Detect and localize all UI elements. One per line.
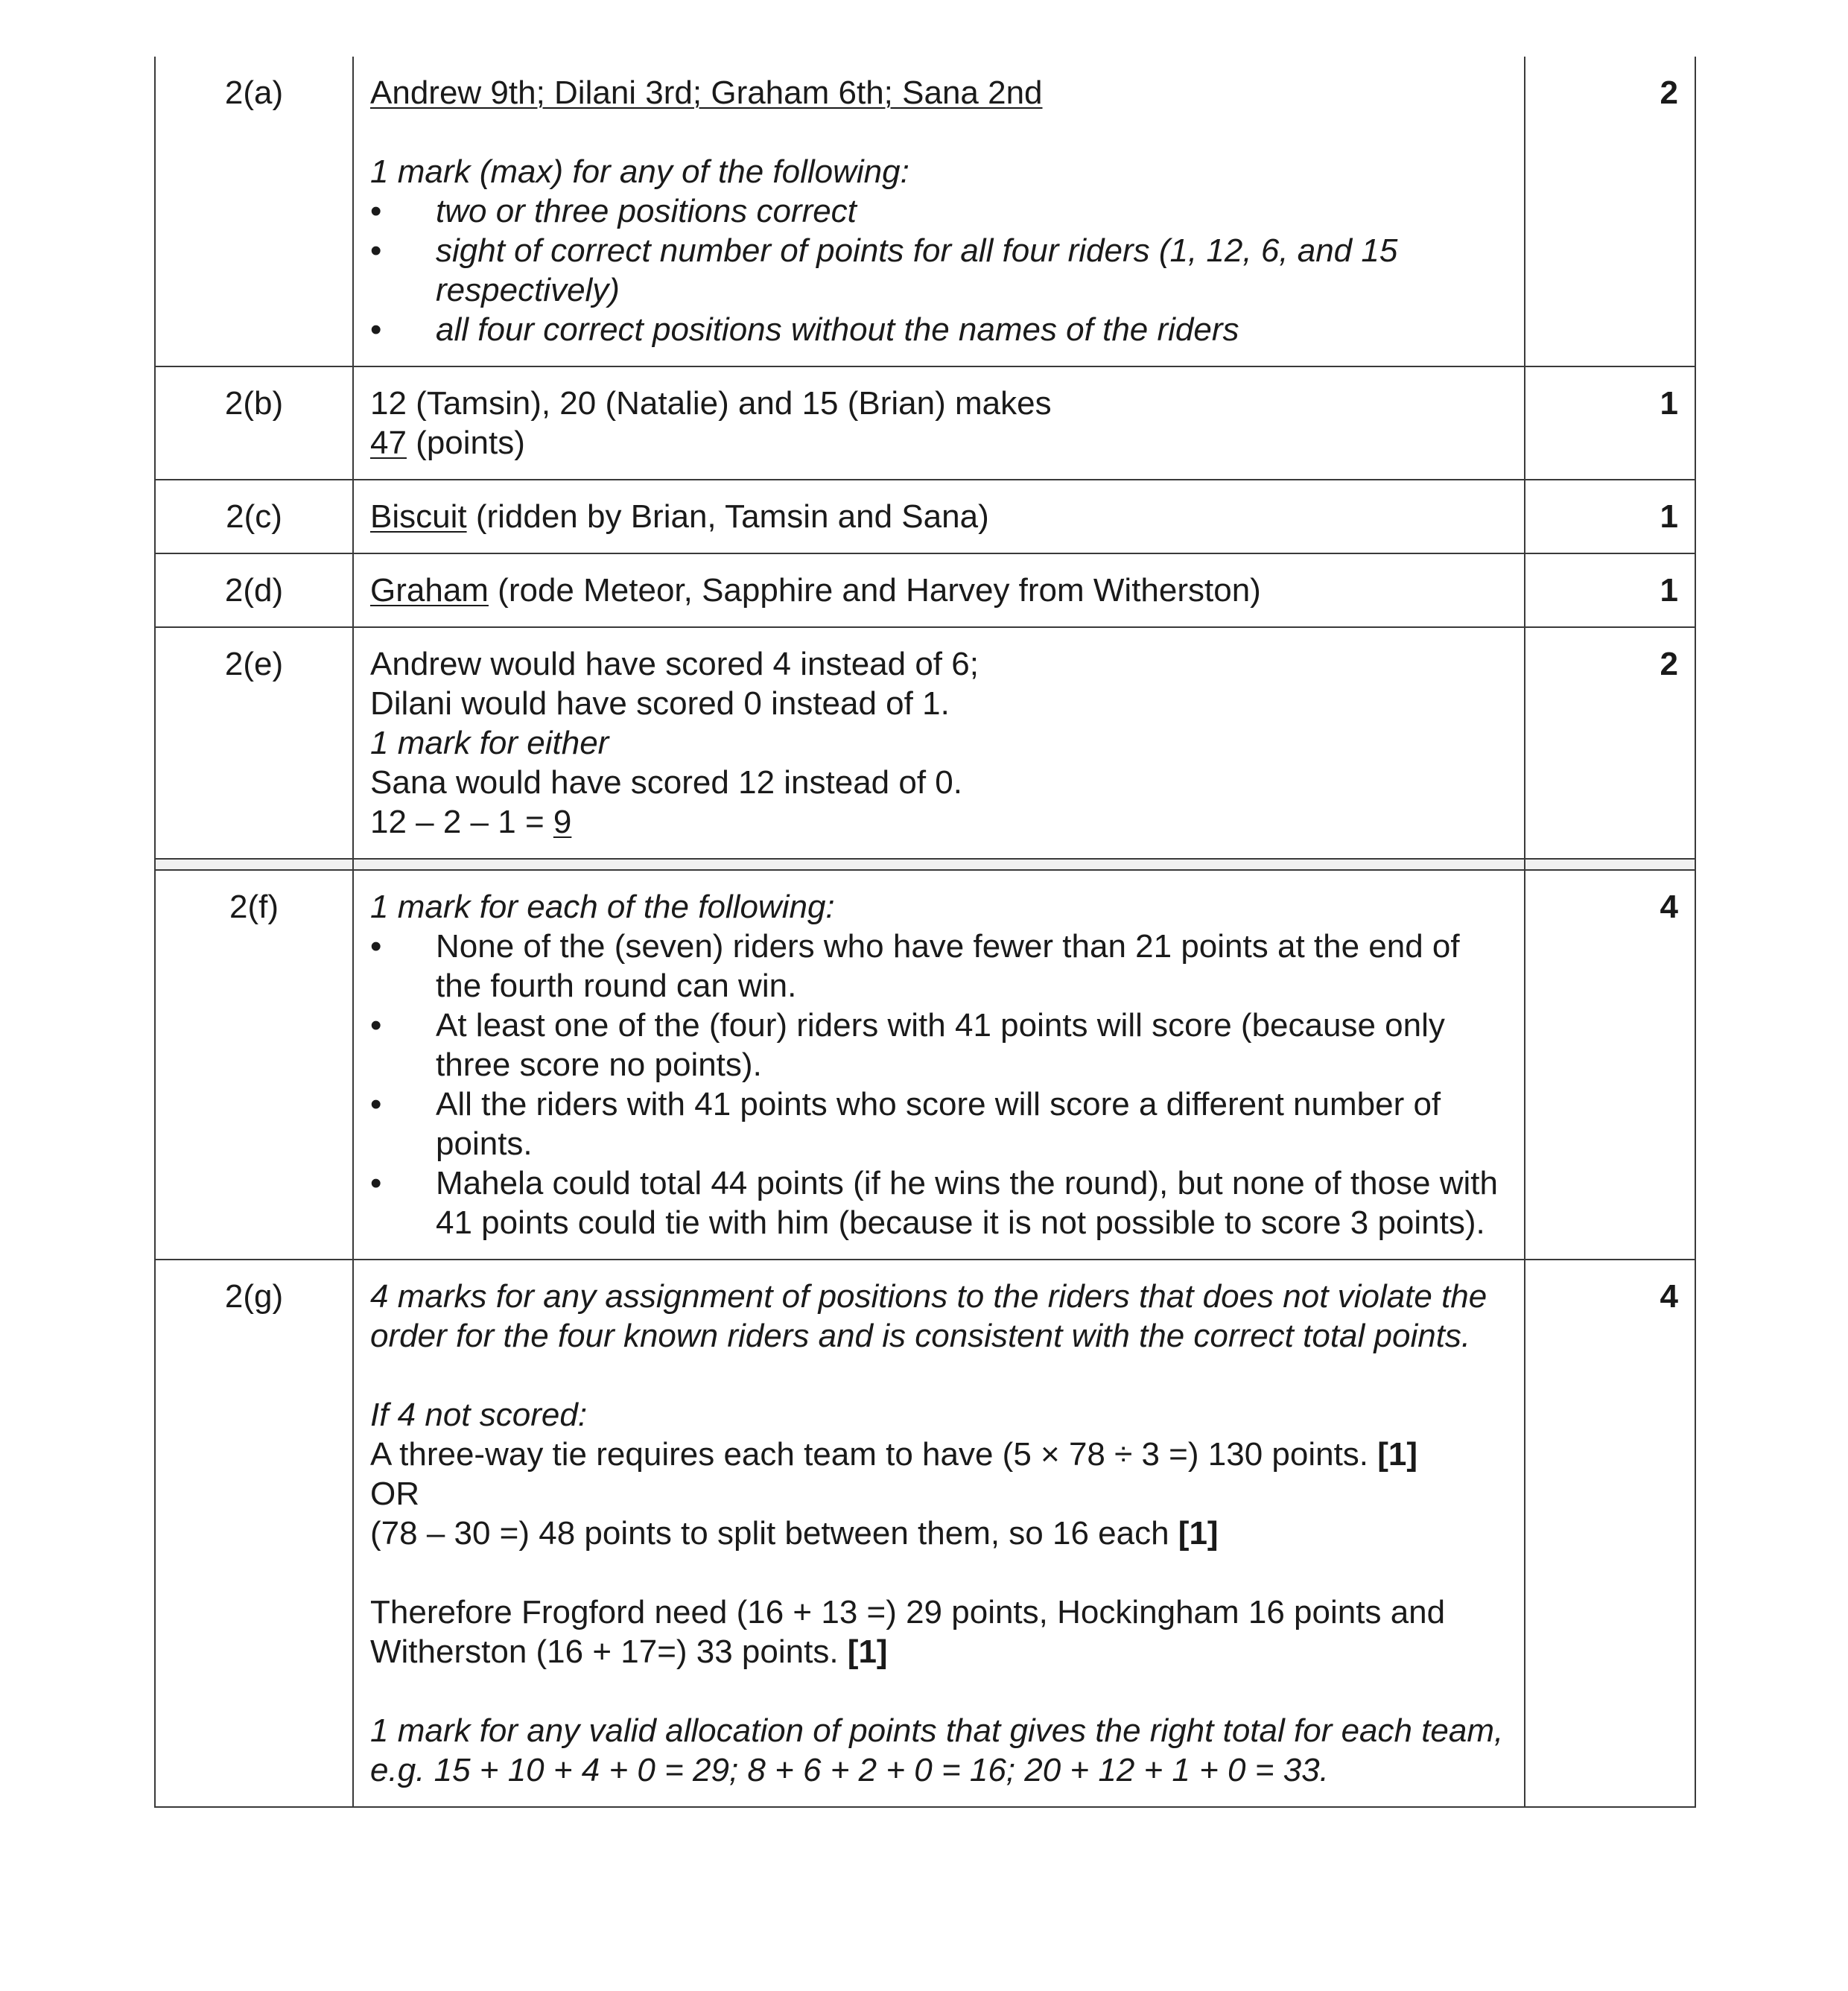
question-number: 2(g): [155, 1260, 353, 1807]
question-number: 2(c): [155, 480, 353, 553]
question-number: 2(d): [155, 553, 353, 627]
list-item: [370, 927, 1506, 1006]
answer-line: [370, 73, 1506, 112]
table-row: [155, 627, 1695, 859]
answer-text: At least one of the (four) riders with 41 points will score (because only three score no points).: [436, 1007, 1445, 1083]
answer-cell: [353, 1260, 1525, 1807]
answer-text: 4 marks for any assignment of positions to the riders that does not violate the order for the four known riders and is consistent with the correct total points.: [370, 1278, 1487, 1354]
answer-text: Sana would have scored 12 instead of 0.: [370, 764, 962, 801]
answer-cell: [353, 870, 1525, 1260]
answer-text: all four correct positions without the names of the riders: [436, 311, 1239, 348]
answer-text: 1 mark (max) for any of the following:: [370, 153, 909, 190]
list-item: [370, 1085, 1506, 1163]
answer-line: [370, 571, 1506, 610]
answer-line: [370, 1514, 1506, 1553]
answer-text: sight of correct number of points for all four riders (1, 12, 6, and 15 respectively): [436, 232, 1398, 308]
answer-line: [370, 384, 1506, 423]
answer-line: [370, 497, 1506, 536]
mark-allocation: [1]: [847, 1633, 888, 1670]
answer-cell: [353, 366, 1525, 480]
answer-text: two or three positions correct: [436, 193, 857, 229]
list-item: [370, 310, 1506, 349]
marks-value: 1: [1525, 553, 1695, 627]
answer-text: (78 – 30 =) 48 points to split between them, so 16 each: [370, 1515, 1178, 1552]
answer-text: (ridden by Brian, Tamsin and Sana): [466, 498, 989, 535]
marks-value: 1: [1525, 480, 1695, 553]
answer-text: Graham: [370, 572, 489, 609]
answer-text: Andrew 9th; Dilani 3rd; Graham 6th; Sana 2nd: [370, 74, 1043, 111]
answer-text: 1 mark for either: [370, 725, 609, 761]
marks-value: 1: [1525, 366, 1695, 480]
answer-line: [370, 423, 1506, 463]
answer-cell: [353, 627, 1525, 859]
answer-text: Andrew would have scored 4 instead of 6;: [370, 646, 979, 682]
bullet-list: [370, 927, 1506, 1242]
answer-text: 1 mark for any valid allocation of points that gives the right total for each team, e.g. 15 + 10 + 4 + 0 = 29; 8 + 6 + 2 + 0 = 16; 20 + 12 + 1 + 0 = 33.: [370, 1712, 1504, 1788]
question-number: 2(f): [155, 870, 353, 1260]
answer-text: (points): [406, 425, 525, 461]
list-item: [370, 191, 1506, 231]
answer-line: [370, 644, 1506, 684]
answer-text: Dilani would have scored 0 instead of 1.: [370, 685, 950, 722]
table-row: [155, 553, 1695, 627]
question-number: 2(b): [155, 366, 353, 480]
marks-value: 2: [1525, 57, 1695, 366]
answer-text: 1 mark for each of the following:: [370, 889, 835, 925]
answer-line: [370, 887, 1506, 927]
answer-line: [370, 1474, 1506, 1514]
answer-text: 9: [553, 804, 572, 840]
answer-line: [370, 1277, 1506, 1356]
answer-text: Mahela could total 44 points (if he wins the round), but none of those with 41 points could tie with him (because it is not possible to score 3 points).: [436, 1165, 1498, 1241]
answer-line: [370, 684, 1506, 723]
mark-allocation: [1]: [1178, 1515, 1219, 1552]
list-item: [370, 1163, 1506, 1242]
table-row: [155, 57, 1695, 366]
separator-cell: [353, 859, 1525, 870]
answer-text: 12 (Tamsin), 20 (Natalie) and 15 (Brian) makes: [370, 385, 1052, 422]
mark-allocation: [1]: [1377, 1436, 1418, 1473]
answer-text: 47: [370, 425, 407, 461]
marks-value: 4: [1525, 1260, 1695, 1807]
table-row: [155, 1260, 1695, 1807]
marks-value: 2: [1525, 627, 1695, 859]
table-row: [155, 480, 1695, 553]
blank-line: [370, 1553, 1506, 1593]
answer-line: [370, 1711, 1506, 1790]
mark-scheme-page: [154, 57, 1696, 1808]
table-row: [155, 870, 1695, 1260]
separator-cell: [155, 859, 353, 870]
question-number: 2(e): [155, 627, 353, 859]
blank-line: [370, 112, 1506, 152]
answer-cell: [353, 480, 1525, 553]
bullet-list: [370, 191, 1506, 349]
answer-cell: [353, 57, 1525, 366]
answer-text: None of the (seven) riders who have fewer than 21 points at the end of the fourth round can win.: [436, 928, 1460, 1004]
blank-line: [370, 1671, 1506, 1711]
list-item: [370, 1006, 1506, 1085]
answer-text: (rode Meteor, Sapphire and Harvey from Witherston): [488, 572, 1261, 609]
separator-cell: [1525, 859, 1695, 870]
mark-scheme-table: [154, 57, 1696, 1808]
answer-text: 12 – 2 – 1 =: [370, 804, 553, 840]
answer-line: [370, 1593, 1506, 1671]
answer-line: [370, 1395, 1506, 1435]
answer-text: All the riders with 41 points who score will score a different number of points.: [436, 1086, 1441, 1162]
answer-line: [370, 1435, 1506, 1474]
answer-text: OR: [370, 1476, 419, 1512]
answer-cell: [353, 553, 1525, 627]
answer-line: [370, 802, 1506, 842]
answer-text: Therefore Frogford need (16 + 13 =) 29 points, Hockingham 16 points and Witherston (16 + 17=) 33 points.: [370, 1594, 1446, 1670]
answer-line: [370, 723, 1506, 763]
question-number: 2(a): [155, 57, 353, 366]
section-separator: [155, 859, 1695, 870]
list-item: [370, 231, 1506, 310]
marks-value: 4: [1525, 870, 1695, 1260]
blank-line: [370, 1356, 1506, 1395]
table-row: [155, 366, 1695, 480]
answer-line: [370, 152, 1506, 191]
answer-line: [370, 763, 1506, 802]
answer-text: Biscuit: [370, 498, 467, 535]
answer-text: A three-way tie requires each team to have (5 × 78 ÷ 3 =) 130 points.: [370, 1436, 1378, 1473]
answer-text: If 4 not scored:: [370, 1397, 588, 1433]
